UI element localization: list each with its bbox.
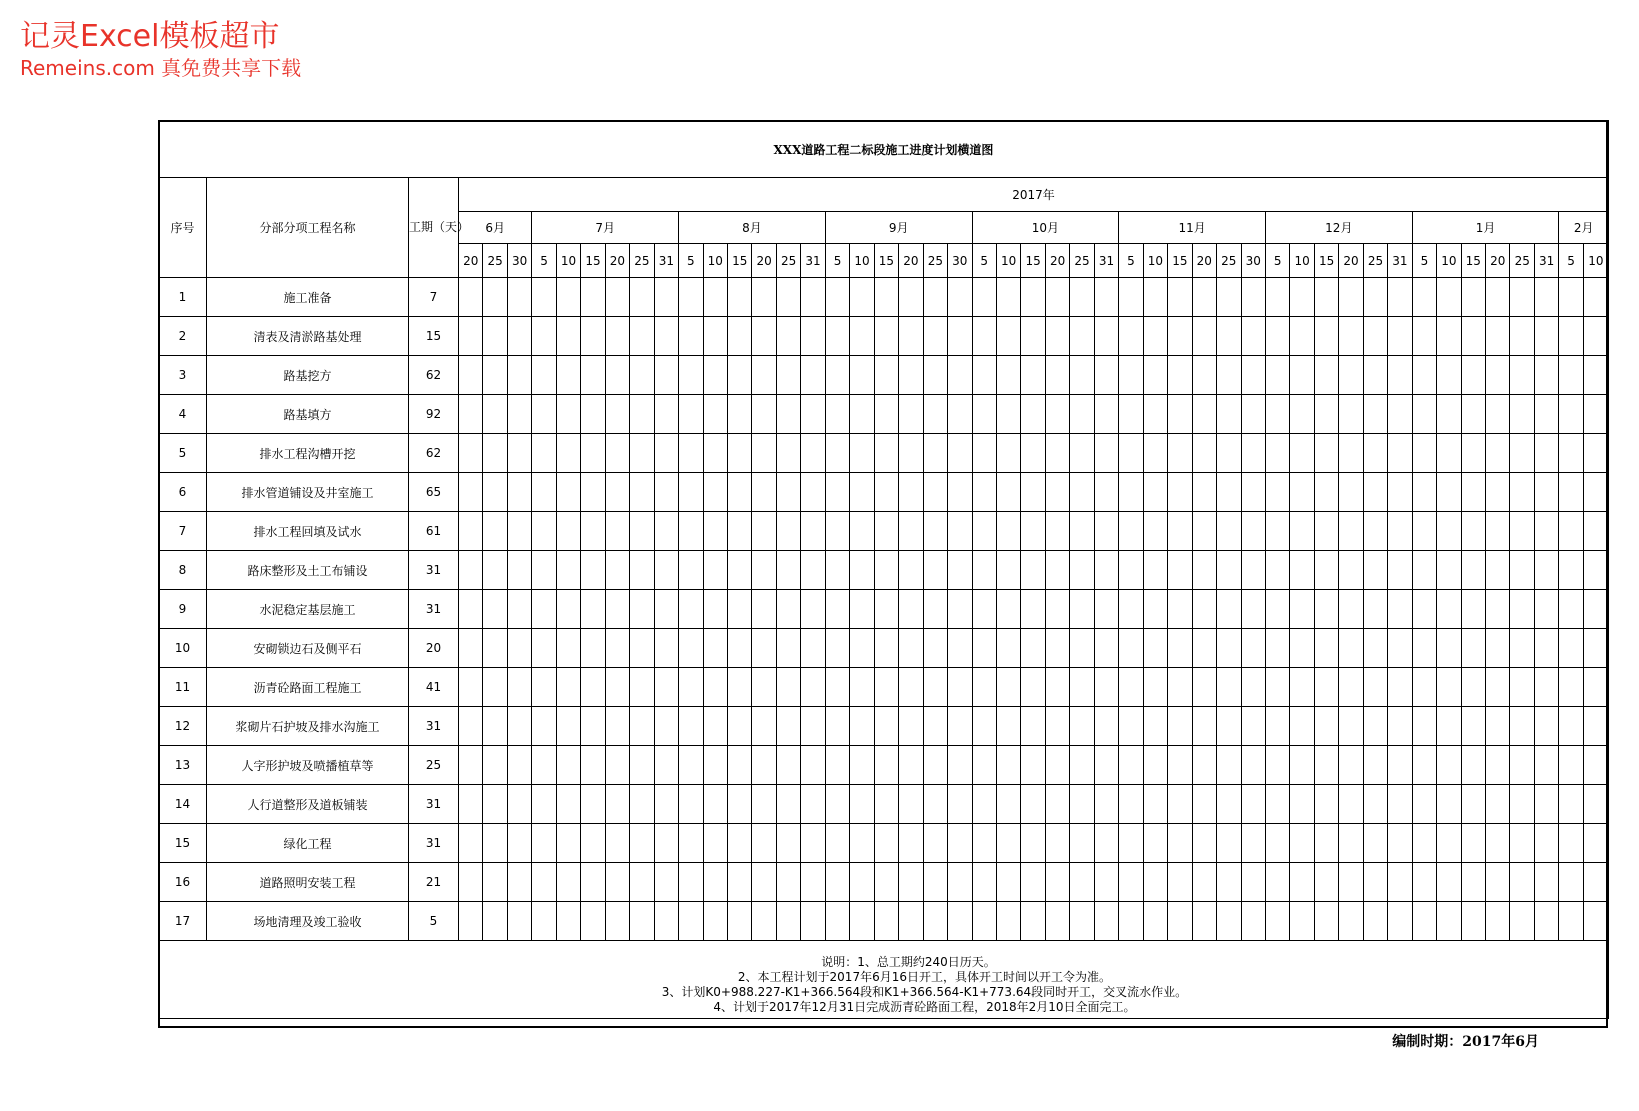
task-duration: 61 <box>409 512 459 551</box>
day-header: 31 <box>654 244 678 278</box>
task-name: 人行道整形及道板铺装 <box>207 785 409 824</box>
task-seq: 12 <box>159 707 207 746</box>
month-header: 9月 <box>825 212 972 244</box>
day-header: 31 <box>1094 244 1118 278</box>
day-header: 25 <box>1510 244 1534 278</box>
task-name: 排水工程沟槽开挖 <box>207 434 409 473</box>
task-seq: 16 <box>159 863 207 902</box>
day-header: 15 <box>1021 244 1045 278</box>
task-seq: 13 <box>159 746 207 785</box>
sheet-title: XXX道路工程二标段施工进度计划横道图 <box>159 121 1609 178</box>
task-name: 浆砌片石护坡及排水沟施工 <box>207 707 409 746</box>
task-duration: 92 <box>409 395 459 434</box>
day-header: 10 <box>996 244 1020 278</box>
task-seq: 7 <box>159 512 207 551</box>
day-header: 30 <box>1241 244 1265 278</box>
header-duration: 工期（天） <box>409 178 459 278</box>
day-header: 25 <box>630 244 654 278</box>
task-duration: 31 <box>409 824 459 863</box>
month-header: 2月 <box>1559 212 1609 244</box>
task-duration: 25 <box>409 746 459 785</box>
task-duration: 21 <box>409 863 459 902</box>
day-header: 25 <box>923 244 947 278</box>
task-duration: 41 <box>409 668 459 707</box>
task-seq: 4 <box>159 395 207 434</box>
task-duration: 7 <box>409 278 459 317</box>
task-seq: 2 <box>159 317 207 356</box>
task-seq: 9 <box>159 590 207 629</box>
day-header: 20 <box>1192 244 1216 278</box>
task-seq: 6 <box>159 473 207 512</box>
day-header: 30 <box>948 244 972 278</box>
day-header: 15 <box>1168 244 1192 278</box>
day-header: 10 <box>850 244 874 278</box>
note-line: 说明：1、总工期约240日历天。 <box>821 955 996 969</box>
day-header: 25 <box>483 244 507 278</box>
day-header: 10 <box>1583 244 1608 278</box>
day-header: 15 <box>581 244 605 278</box>
day-header: 5 <box>1119 244 1143 278</box>
day-header: 5 <box>1412 244 1436 278</box>
day-header: 25 <box>1070 244 1094 278</box>
task-duration: 20 <box>409 629 459 668</box>
day-header: 10 <box>1143 244 1167 278</box>
day-header: 31 <box>1388 244 1412 278</box>
task-name: 绿化工程 <box>207 824 409 863</box>
month-header: 11月 <box>1119 212 1266 244</box>
sheet-border <box>158 120 1608 1028</box>
day-header: 20 <box>1339 244 1363 278</box>
task-name: 施工准备 <box>207 278 409 317</box>
day-header: 25 <box>776 244 800 278</box>
task-duration: 62 <box>409 356 459 395</box>
task-duration: 65 <box>409 473 459 512</box>
month-header: 8月 <box>679 212 826 244</box>
day-header: 10 <box>703 244 727 278</box>
task-seq: 1 <box>159 278 207 317</box>
day-header: 31 <box>1534 244 1558 278</box>
task-name: 清表及清淤路基处理 <box>207 317 409 356</box>
task-seq: 3 <box>159 356 207 395</box>
note-line: 4、计划于2017年12月31日完成沥青砼路面工程，2018年2月10日全面完工。 <box>713 1000 1136 1014</box>
task-name: 道路照明安装工程 <box>207 863 409 902</box>
day-header: 15 <box>727 244 751 278</box>
task-name: 路基填方 <box>207 395 409 434</box>
task-seq: 8 <box>159 551 207 590</box>
task-seq: 15 <box>159 824 207 863</box>
task-duration: 31 <box>409 785 459 824</box>
day-header: 5 <box>1265 244 1289 278</box>
day-header: 20 <box>899 244 923 278</box>
day-header: 31 <box>801 244 825 278</box>
day-header: 5 <box>1559 244 1583 278</box>
year-header: 2017年 <box>459 178 1609 212</box>
month-header: 7月 <box>532 212 679 244</box>
compile-date: 编制时期：2017年6月 <box>1392 1034 1539 1050</box>
task-name: 路床整形及土工布铺设 <box>207 551 409 590</box>
day-header: 10 <box>556 244 580 278</box>
header-seq: 序号 <box>159 178 207 278</box>
day-header: 5 <box>679 244 703 278</box>
task-seq: 5 <box>159 434 207 473</box>
note-line: 3、计划K0+988.227-K1+366.564段和K1+366.564-K1+773.64段同时开工，交叉流水作业。 <box>661 985 1188 999</box>
month-header: 1月 <box>1412 212 1559 244</box>
task-name: 排水管道铺设及井室施工 <box>207 473 409 512</box>
watermark-title: 记灵Excel模板超市 <box>20 19 280 54</box>
task-name: 排水工程回填及试水 <box>207 512 409 551</box>
day-header: 20 <box>459 244 483 278</box>
day-header: 20 <box>1045 244 1069 278</box>
task-seq: 17 <box>159 902 207 941</box>
day-header: 10 <box>1290 244 1314 278</box>
day-header: 10 <box>1437 244 1461 278</box>
watermark-subtitle: Remeins.com 真免费共享下载 <box>20 56 302 80</box>
day-header: 20 <box>752 244 776 278</box>
day-header: 20 <box>1486 244 1510 278</box>
task-name: 沥青砼路面工程施工 <box>207 668 409 707</box>
task-name: 安砌锁边石及侧平石 <box>207 629 409 668</box>
task-seq: 11 <box>159 668 207 707</box>
note-line: 2、本工程计划于2017年6月16日开工，具体开工时间以开工令为准。 <box>737 970 1111 984</box>
task-duration: 5 <box>409 902 459 941</box>
day-header: 15 <box>874 244 898 278</box>
task-name: 场地清理及竣工验收 <box>207 902 409 941</box>
task-duration: 31 <box>409 551 459 590</box>
month-header: 10月 <box>972 212 1119 244</box>
day-header: 30 <box>507 244 531 278</box>
day-header: 20 <box>605 244 629 278</box>
task-duration: 15 <box>409 317 459 356</box>
task-name: 水泥稳定基层施工 <box>207 590 409 629</box>
day-header: 25 <box>1363 244 1387 278</box>
header-name: 分部分项工程名称 <box>207 178 409 278</box>
day-header: 25 <box>1217 244 1241 278</box>
month-header: 12月 <box>1265 212 1412 244</box>
task-name: 路基挖方 <box>207 356 409 395</box>
task-duration: 31 <box>409 707 459 746</box>
day-header: 5 <box>532 244 556 278</box>
day-header: 15 <box>1314 244 1338 278</box>
task-seq: 10 <box>159 629 207 668</box>
day-header: 5 <box>825 244 849 278</box>
task-seq: 14 <box>159 785 207 824</box>
month-header: 6月 <box>459 212 532 244</box>
task-duration: 31 <box>409 590 459 629</box>
day-header: 15 <box>1461 244 1485 278</box>
task-name: 人字形护坡及喷播植草等 <box>207 746 409 785</box>
day-header: 5 <box>972 244 996 278</box>
task-duration: 62 <box>409 434 459 473</box>
